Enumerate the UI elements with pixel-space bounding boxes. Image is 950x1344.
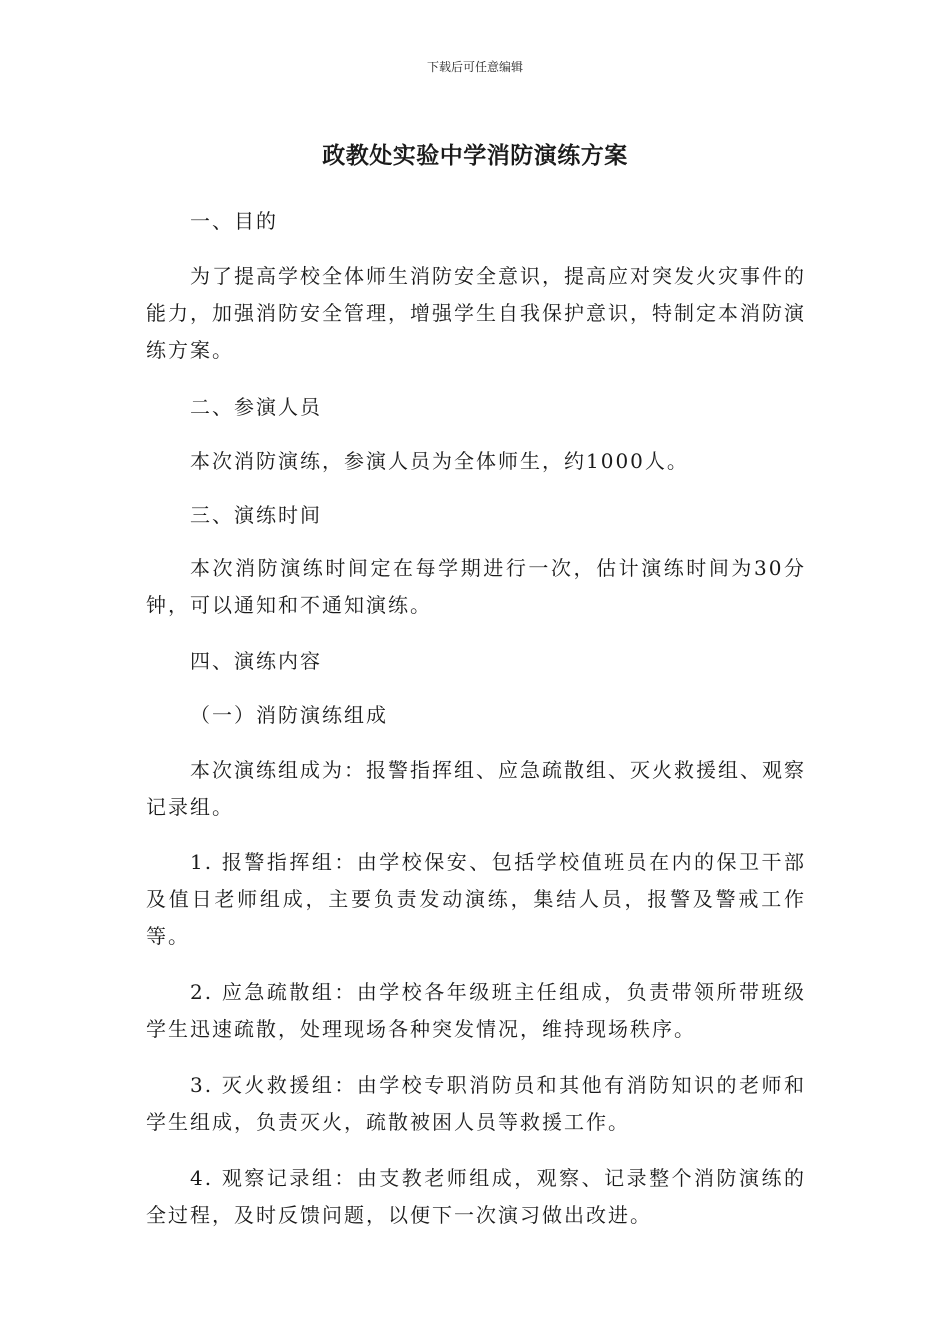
paragraph-composition: 本次演练组成为：报警指挥组、应急疏散组、灭火救援组、观察记录组。	[146, 758, 806, 819]
list-item-firefighting: 3. 灭火救援组：由学校专职消防员和其他有消防知识的老师和学生组成，负责灭火，疏散被困人员等救援工作。	[146, 1073, 806, 1134]
list-item-evacuation: 2. 应急疏散组：由学校各年级班主任组成，负责带领所带班级学生迅速疏散，处理现场各种突发情况，维持现场秩序。	[146, 980, 806, 1041]
list-item-alarm-command: 1. 报警指挥组：由学校保安、包括学校值班员在内的保卫干部及值日老师组成，主要负责发动演练，集结人员，报警及警戒工作等。	[146, 850, 806, 948]
paragraph-time: 本次消防演练时间定在每学期进行一次，估计演练时间为30分钟，可以通知和不通知演练。	[146, 556, 806, 617]
section-heading-participants: 二、参演人员	[190, 395, 322, 419]
paragraph-participants: 本次消防演练，参演人员为全体师生，约1000人。	[190, 449, 689, 473]
section-heading-purpose: 一、目的	[190, 209, 278, 233]
list-item-observation: 4. 观察记录组：由支教老师组成，观察、记录整个消防演练的全过程，及时反馈问题，以便下一次演习做出改进。	[146, 1166, 806, 1227]
document-title: 政教处实验中学消防演练方案	[322, 143, 628, 169]
section-heading-time: 三、演练时间	[190, 503, 322, 527]
header-note: 下载后可任意编辑	[426, 60, 523, 74]
paragraph-purpose: 为了提高学校全体师生消防安全意识，提高应对突发火灾事件的能力，加强消防安全管理，增强学生自我保护意识，特制定本消防演练方案。	[146, 264, 806, 362]
subsection-heading-composition: （一）消防演练组成	[190, 703, 388, 727]
section-heading-content: 四、演练内容	[190, 649, 322, 673]
